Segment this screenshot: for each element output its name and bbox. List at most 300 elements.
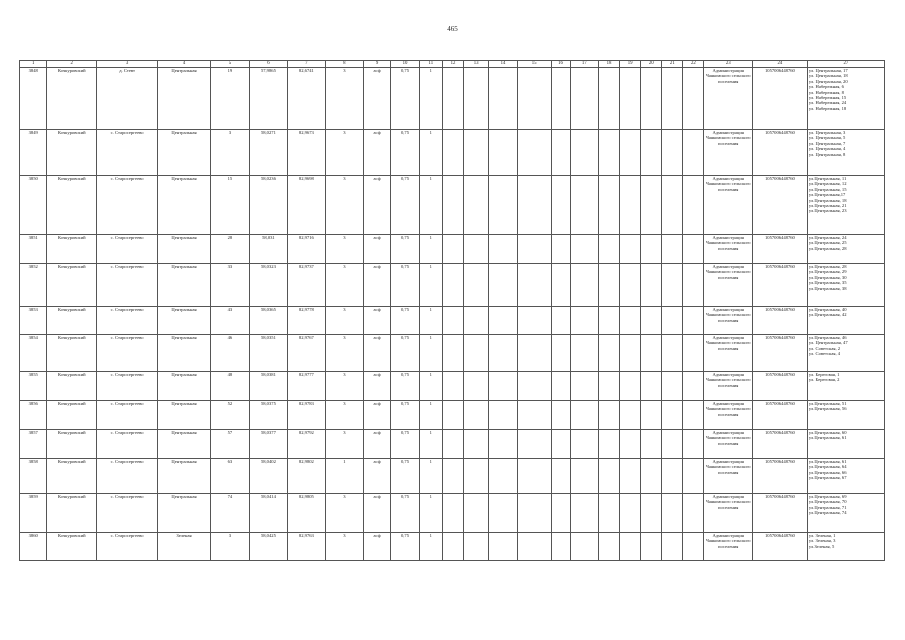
- cell-empty: [641, 401, 662, 430]
- column-number: 18: [599, 61, 620, 68]
- cell-owner: Администрация Чаякомского сельского поселения: [704, 130, 753, 176]
- served-address: ул. Центральная, 5: [808, 135, 846, 141]
- served-address: ул.Центральная, 23: [808, 208, 847, 214]
- served-address: ул.Центральная, 40: [808, 307, 847, 312]
- cell-empty: [442, 335, 463, 372]
- cell-qty: 1: [419, 430, 442, 459]
- cell-lon: 82,9698: [287, 176, 325, 235]
- served-address: ул.Зеленая, 5: [808, 543, 835, 549]
- cell-empty: [599, 401, 620, 430]
- served-address: ул. Набережная, 8: [808, 89, 844, 95]
- cell-empty: [570, 235, 598, 264]
- cell-served-addresses: [807, 68, 884, 130]
- cell-qty: 1: [419, 401, 442, 430]
- served-address: ул.Центральная, 28: [808, 245, 847, 251]
- cell-served-addresses: [807, 307, 884, 335]
- cell-id: 3858: [20, 459, 47, 494]
- cell-empty: [683, 176, 704, 235]
- served-address: ул.Центральная, 35: [808, 280, 847, 286]
- cell-volume: 0,75: [391, 533, 419, 561]
- served-address: ул.Центральная, 51: [808, 401, 847, 406]
- cell-empty: [551, 372, 570, 401]
- cell-id: 3857: [20, 430, 47, 459]
- cell-empty: [599, 307, 620, 335]
- cell-empty: [517, 68, 551, 130]
- cell-count: 3: [325, 372, 363, 401]
- column-number: 16: [551, 61, 570, 68]
- cell-house: 43: [210, 307, 249, 335]
- column-number: 24: [752, 61, 807, 68]
- cell-empty: [517, 264, 551, 307]
- cell-empty: [599, 430, 620, 459]
- cell-empty: [489, 130, 517, 176]
- cell-ogrn: 1057006448760: [752, 307, 807, 335]
- cell-empty: [662, 335, 683, 372]
- cell-empty: [620, 335, 641, 372]
- cell-empty: [641, 494, 662, 533]
- cell-surface: асф: [363, 533, 390, 561]
- served-address: ул. Центральная, 7: [808, 140, 846, 146]
- cell-lat: 58,0375: [249, 401, 287, 430]
- cell-empty: [599, 372, 620, 401]
- served-address: ул. Центральная, 17: [808, 68, 848, 73]
- cell-id: 3848: [20, 68, 47, 130]
- cell-empty: [570, 533, 598, 561]
- cell-empty: [683, 533, 704, 561]
- cell-empty: [551, 68, 570, 130]
- served-address: ул.Центральная, 46: [808, 335, 847, 340]
- cell-district: Кочкуровский: [47, 130, 97, 176]
- cell-served-addresses: [807, 401, 884, 430]
- cell-owner: Администрация Чаякомского сельского поселения: [704, 372, 753, 401]
- cell-empty: [464, 372, 489, 401]
- cell-empty: [442, 176, 463, 235]
- cell-empty: [620, 264, 641, 307]
- cell-empty: [442, 533, 463, 561]
- served-address: ул.Центральная, 60: [808, 430, 847, 435]
- cell-empty: [570, 372, 598, 401]
- cell-empty: [551, 130, 570, 176]
- cell-street: Центральная: [158, 401, 211, 430]
- cell-empty: [464, 307, 489, 335]
- cell-street: Центральная: [158, 494, 211, 533]
- cell-empty: [489, 459, 517, 494]
- served-address: ул.Центральная, 30: [808, 274, 847, 280]
- cell-empty: [662, 459, 683, 494]
- table-row: [20, 176, 885, 235]
- cell-empty: [683, 372, 704, 401]
- cell-lat: 58,0351: [249, 335, 287, 372]
- cell-house: 28: [210, 235, 249, 264]
- cell-empty: [662, 372, 683, 401]
- cell-surface: асф: [363, 430, 390, 459]
- cell-house: 46: [210, 335, 249, 372]
- cell-settlement: с. Старосергеево: [97, 401, 158, 430]
- cell-lat: 58,0365: [249, 307, 287, 335]
- cell-empty: [620, 494, 641, 533]
- cell-id: 3854: [20, 335, 47, 372]
- cell-settlement: с. Старосергеево: [97, 430, 158, 459]
- cell-empty: [489, 494, 517, 533]
- cell-surface: асф: [363, 130, 390, 176]
- cell-surface: асф: [363, 176, 390, 235]
- cell-empty: [464, 176, 489, 235]
- cell-district: Кочкуровский: [47, 459, 97, 494]
- column-number: 20: [641, 61, 662, 68]
- served-address: ул.Центральная, 24: [808, 235, 847, 240]
- cell-volume: 0,75: [391, 176, 419, 235]
- cell-lon: 82,9673: [287, 130, 325, 176]
- cell-house: 57: [210, 430, 249, 459]
- cell-settlement: с. Старосергеево: [97, 307, 158, 335]
- cell-ogrn: 1057006448760: [752, 176, 807, 235]
- cell-district: Кочкуровский: [47, 533, 97, 561]
- cell-house: 48: [210, 372, 249, 401]
- cell-district: Кочкуровский: [47, 264, 97, 307]
- cell-count: 3: [325, 307, 363, 335]
- cell-owner: Администрация Чаякомского сельского поселения: [704, 494, 753, 533]
- table-row: [20, 372, 885, 401]
- cell-lon: 82,9802: [287, 459, 325, 494]
- cell-ogrn: 1057006448760: [752, 533, 807, 561]
- cell-lat: 58,0402: [249, 459, 287, 494]
- column-number: 22: [683, 61, 704, 68]
- cell-street: Центральная: [158, 372, 211, 401]
- cell-volume: 0,75: [391, 264, 419, 307]
- cell-empty: [620, 401, 641, 430]
- cell-district: Кочкуровский: [47, 430, 97, 459]
- cell-id: 3859: [20, 494, 47, 533]
- cell-empty: [442, 430, 463, 459]
- cell-count: 3: [325, 68, 363, 130]
- cell-owner: Администрация Чаякомского сельского поселения: [704, 401, 753, 430]
- cell-empty: [641, 264, 662, 307]
- served-address: ул.Центральная, 66: [808, 469, 847, 475]
- cell-empty: [489, 372, 517, 401]
- cell-lon: 82,9763: [287, 533, 325, 561]
- cell-empty: [517, 235, 551, 264]
- cell-empty: [620, 430, 641, 459]
- cell-settlement: с. Старосергеево: [97, 533, 158, 561]
- cell-empty: [517, 430, 551, 459]
- cell-empty: [683, 430, 704, 459]
- cell-settlement: с. Старосергеево: [97, 130, 158, 176]
- cell-empty: [517, 372, 551, 401]
- cell-empty: [464, 335, 489, 372]
- served-address: ул. Советская, 2: [808, 345, 841, 351]
- cell-empty: [662, 401, 683, 430]
- cell-empty: [662, 235, 683, 264]
- cell-empty: [662, 130, 683, 176]
- cell-lon: 82,9792: [287, 430, 325, 459]
- cell-empty: [641, 130, 662, 176]
- served-address: ул.Центральная, 56: [808, 406, 847, 412]
- column-number: 27: [807, 61, 884, 68]
- cell-empty: [641, 176, 662, 235]
- column-number: 13: [464, 61, 489, 68]
- cell-empty: [683, 68, 704, 130]
- served-address: ул.Центральная, 70: [808, 499, 847, 505]
- cell-empty: [551, 494, 570, 533]
- cell-empty: [442, 372, 463, 401]
- cell-empty: [442, 130, 463, 176]
- cell-empty: [464, 264, 489, 307]
- cell-empty: [641, 68, 662, 130]
- column-number: 17: [570, 61, 598, 68]
- served-address: ул. Центральная, 18: [808, 73, 848, 79]
- cell-empty: [489, 235, 517, 264]
- cell-empty: [517, 494, 551, 533]
- cell-lon: 82,6741: [287, 68, 325, 130]
- cell-empty: [517, 176, 551, 235]
- cell-empty: [570, 264, 598, 307]
- cell-district: Кочкуровский: [47, 401, 97, 430]
- cell-id: 3860: [20, 533, 47, 561]
- cell-volume: 0,75: [391, 430, 419, 459]
- cell-settlement: с. Старосергеево: [97, 235, 158, 264]
- column-number: 11: [419, 61, 442, 68]
- cell-volume: 0,75: [391, 494, 419, 533]
- cell-owner: Администрация Чаякомского сельского поселения: [704, 264, 753, 307]
- cell-house: 19: [210, 68, 249, 130]
- cell-count: 3: [325, 130, 363, 176]
- cell-id: 3856: [20, 401, 47, 430]
- cell-street: Центральная: [158, 335, 211, 372]
- table-row: [20, 401, 885, 430]
- column-number: 23: [704, 61, 753, 68]
- cell-empty: [489, 430, 517, 459]
- cell-owner: Администрация Чаякомского сельского поселения: [704, 430, 753, 459]
- served-address: ул. Центральная, 8: [808, 151, 846, 157]
- cell-empty: [517, 459, 551, 494]
- cell-empty: [551, 533, 570, 561]
- column-number: 7: [287, 61, 325, 68]
- cell-settlement: с. Старосергеево: [97, 459, 158, 494]
- cell-qty: 1: [419, 130, 442, 176]
- served-address: ул.Центральная, 71: [808, 504, 847, 510]
- cell-owner: Администрация Чаякомского сельского поселения: [704, 176, 753, 235]
- column-number: 8: [325, 61, 363, 68]
- cell-empty: [551, 335, 570, 372]
- cell-empty: [517, 130, 551, 176]
- cell-street: Центральная: [158, 459, 211, 494]
- cell-count: 3: [325, 235, 363, 264]
- cell-empty: [662, 68, 683, 130]
- cell-count: 3: [325, 430, 363, 459]
- cell-ogrn: 1057006448760: [752, 130, 807, 176]
- cell-empty: [683, 459, 704, 494]
- cell-lat: 58,031: [249, 235, 287, 264]
- cell-lat: 57,9865: [249, 68, 287, 130]
- cell-served-addresses: [807, 533, 884, 561]
- cell-id: 3849: [20, 130, 47, 176]
- cell-qty: 1: [419, 68, 442, 130]
- cell-id: 3853: [20, 307, 47, 335]
- cell-served-addresses: [807, 372, 884, 401]
- cell-empty: [570, 307, 598, 335]
- served-address: ул. Центральная, 20: [808, 78, 848, 84]
- cell-street: Центральная: [158, 130, 211, 176]
- cell-id: 3852: [20, 264, 47, 307]
- served-address: ул. Набережная, 18: [808, 105, 847, 111]
- column-number: 1: [20, 61, 47, 68]
- served-address: ул.Центральная, 69: [808, 494, 847, 499]
- cell-count: 3: [325, 494, 363, 533]
- cell-street: Центральная: [158, 176, 211, 235]
- cell-settlement: с. Старосергеево: [97, 335, 158, 372]
- cell-empty: [570, 130, 598, 176]
- cell-lat: 58,0377: [249, 430, 287, 459]
- cell-empty: [620, 235, 641, 264]
- cell-district: Кочкуровский: [47, 176, 97, 235]
- cell-empty: [442, 494, 463, 533]
- cell-volume: 0,75: [391, 307, 419, 335]
- cell-volume: 0,75: [391, 459, 419, 494]
- cell-empty: [551, 430, 570, 459]
- cell-empty: [570, 430, 598, 459]
- cell-empty: [662, 430, 683, 459]
- cell-lon: 82,9716: [287, 235, 325, 264]
- cell-ogrn: 1057006448760: [752, 335, 807, 372]
- cell-lat: 58,0271: [249, 130, 287, 176]
- cell-ogrn: 1057006448760: [752, 68, 807, 130]
- served-address: ул.Центральная, 61: [808, 459, 847, 464]
- cell-empty: [551, 307, 570, 335]
- column-number: 6: [249, 61, 287, 68]
- served-address: ул. Центральная, 47: [808, 340, 848, 346]
- cell-empty: [570, 176, 598, 235]
- cell-owner: Администрация Чаякомского сельского поселения: [704, 459, 753, 494]
- table-row: [20, 68, 885, 130]
- cell-empty: [683, 264, 704, 307]
- column-number: 19: [620, 61, 641, 68]
- cell-empty: [442, 68, 463, 130]
- column-number: 4: [158, 61, 211, 68]
- cell-empty: [620, 459, 641, 494]
- cell-house: 33: [210, 264, 249, 307]
- served-address: ул. Береговая, 2: [808, 377, 840, 383]
- cell-empty: [551, 401, 570, 430]
- cell-empty: [599, 264, 620, 307]
- served-address: ул.Центральная, 28: [808, 264, 847, 269]
- cell-count: 3: [325, 264, 363, 307]
- table-row: [20, 494, 885, 533]
- table-row: [20, 430, 885, 459]
- cell-id: 3850: [20, 176, 47, 235]
- cell-empty: [641, 372, 662, 401]
- cell-volume: 0,75: [391, 68, 419, 130]
- cell-qty: 1: [419, 335, 442, 372]
- cell-street: Центральная: [158, 307, 211, 335]
- cell-empty: [551, 235, 570, 264]
- cell-count: 1: [325, 459, 363, 494]
- cell-lat: 58,0425: [249, 533, 287, 561]
- page-number: 465: [447, 25, 458, 33]
- cell-volume: 0,75: [391, 235, 419, 264]
- cell-empty: [620, 372, 641, 401]
- cell-surface: асф: [363, 235, 390, 264]
- served-address: ул.Центральная, 12: [808, 181, 847, 187]
- cell-count: 3: [325, 401, 363, 430]
- cell-served-addresses: [807, 264, 884, 307]
- served-address: ул. Центральная, 4: [808, 146, 846, 152]
- cell-empty: [599, 176, 620, 235]
- cell-qty: 1: [419, 372, 442, 401]
- cell-qty: 1: [419, 494, 442, 533]
- served-address: ул. Набережная, 6: [808, 84, 844, 90]
- cell-owner: Администрация Чаякомского сельского поселения: [704, 533, 753, 561]
- cell-surface: асф: [363, 264, 390, 307]
- table-row: [20, 235, 885, 264]
- cell-empty: [662, 307, 683, 335]
- cell-empty: [683, 235, 704, 264]
- cell-count: 3: [325, 176, 363, 235]
- served-address: ул.Центральная, 67: [808, 475, 847, 481]
- cell-empty: [620, 68, 641, 130]
- cell-empty: [641, 430, 662, 459]
- cell-lat: 58,0323: [249, 264, 287, 307]
- column-number: 10: [391, 61, 419, 68]
- cell-surface: асф: [363, 401, 390, 430]
- cell-empty: [464, 68, 489, 130]
- cell-qty: 1: [419, 307, 442, 335]
- cell-empty: [683, 494, 704, 533]
- cell-volume: 0,75: [391, 335, 419, 372]
- served-address: ул.Центральная, 38: [808, 285, 847, 291]
- cell-empty: [570, 68, 598, 130]
- cell-empty: [620, 176, 641, 235]
- column-number: 3: [97, 61, 158, 68]
- served-address: ул.Центральная, 18: [808, 197, 847, 203]
- cell-qty: 1: [419, 235, 442, 264]
- column-number: 15: [517, 61, 551, 68]
- cell-lon: 82,9783: [287, 401, 325, 430]
- cell-settlement: д. Стевт: [97, 68, 158, 130]
- column-number: 21: [662, 61, 683, 68]
- cell-empty: [517, 401, 551, 430]
- cell-served-addresses: [807, 494, 884, 533]
- column-number: 2: [47, 61, 97, 68]
- cell-empty: [442, 235, 463, 264]
- served-address: ул.Центральная, 11: [808, 176, 847, 181]
- cell-empty: [442, 459, 463, 494]
- served-address: ул. Зеленая, 3: [808, 538, 836, 544]
- cell-lon: 82,9737: [287, 264, 325, 307]
- cell-empty: [442, 307, 463, 335]
- cell-empty: [517, 307, 551, 335]
- cell-qty: 1: [419, 533, 442, 561]
- cell-settlement: с. Старосергеево: [97, 176, 158, 235]
- cell-settlement: с. Старосергеево: [97, 264, 158, 307]
- served-address: ул. Центральная, 3: [808, 130, 846, 135]
- cell-id: 3851: [20, 235, 47, 264]
- cell-empty: [464, 494, 489, 533]
- served-address: ул.Центральная, 25: [808, 240, 847, 246]
- served-address: ул.Центральная, 29: [808, 269, 847, 275]
- cell-surface: асф: [363, 307, 390, 335]
- cell-ogrn: 1057006448760: [752, 459, 807, 494]
- cell-empty: [683, 130, 704, 176]
- cell-empty: [517, 533, 551, 561]
- cell-street: Зеленая: [158, 533, 211, 561]
- served-address: ул. Набережная, 24: [808, 100, 847, 106]
- cell-house: 74: [210, 494, 249, 533]
- served-address: ул.Центральная, 21: [808, 203, 847, 209]
- cell-district: Кочкуровский: [47, 372, 97, 401]
- cell-empty: [442, 401, 463, 430]
- cell-empty: [489, 264, 517, 307]
- cell-empty: [570, 459, 598, 494]
